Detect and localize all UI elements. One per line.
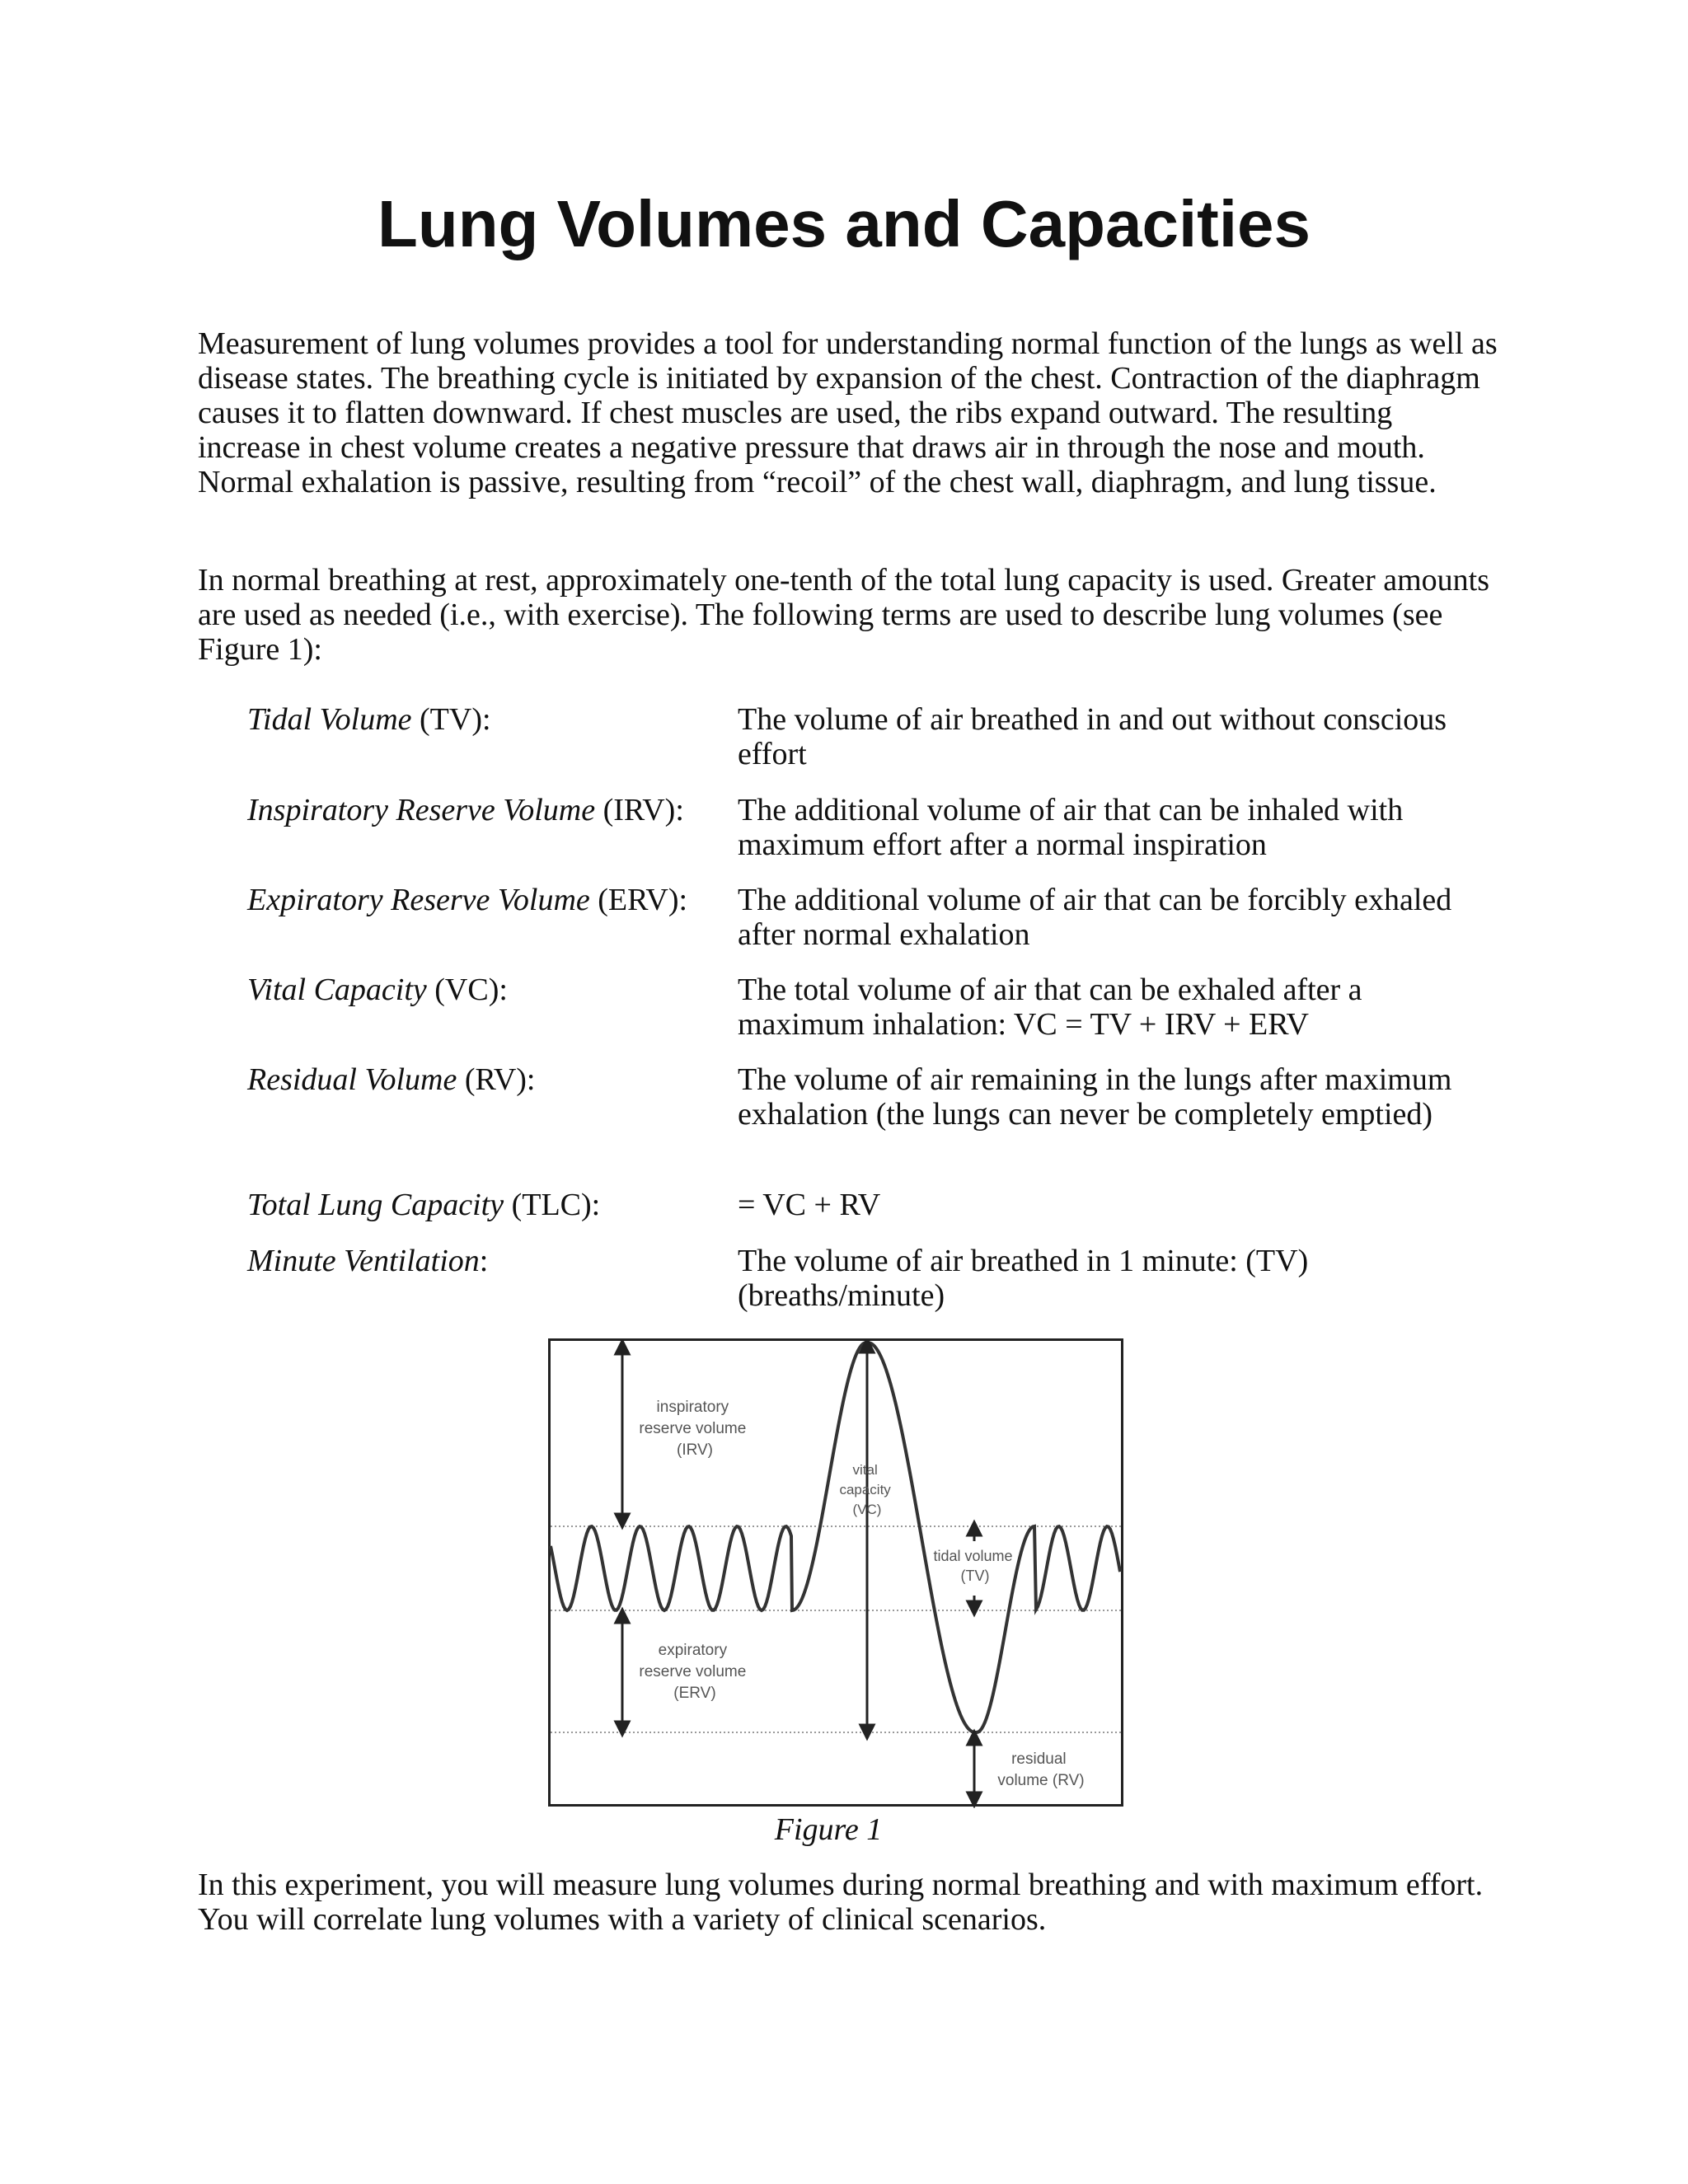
intro-paragraph: Measurement of lung volumes provides a tool for understanding normal function of the lungs as well as disease states. The breathing cycle is initiated by expansion of the chest. Contraction of the diaphragm causes it to flatten downward. If chest muscles are used, the ribs expand outward. The resulting increase in chest volume creates a negative pressure that draws air in through the nose and mouth. Normal exhalation is passive, resulting from “recoil” of the chest wall, diaphragm, and lung tissue. [198, 326, 1498, 499]
irv-label: inspiratory reserve volume (IRV) [639, 1399, 747, 1459]
term-total-lung-capacity: Total Lung Capacity (TLC): [247, 1188, 601, 1222]
usage-paragraph: In normal breathing at rest, approximately one-tenth of the total lung capacity is used. Greater amounts are used as needed (i.e., with exercise). The following terms are used to describe lung volumes (see Figure 1): [198, 563, 1489, 667]
desc-vital-capacity: The total volume of air that can be exhaled after a maximum inhalation: VC = TV + IRV + ERV [738, 972, 1362, 1042]
tv-label: tidal volume (TV) [933, 1548, 1013, 1584]
experiment-paragraph: In this experiment, you will measure lung volumes during normal breathing and with maximum effort. You will correlate lung volumes with a variety of clinical scenarios. [198, 1868, 1484, 1937]
desc-total-lung-capacity: = VC + RV [738, 1188, 881, 1222]
desc-tidal-volume: The volume of air breathed in and out without conscious effort [738, 702, 1447, 771]
desc-minute-ventilation: The volume of air breathed in 1 minute: (TV)(breaths/minute) [738, 1244, 1309, 1313]
page-title: Lung Volumes and Capacities [377, 187, 1311, 260]
term-tidal-volume: Tidal Volume (TV): [247, 702, 491, 737]
desc-inspiratory-reserve-volume: The additional volume of air that can be inhaled with maximum effort after a normal inspiration [738, 793, 1404, 862]
vc-label: vital capacity (VC) [839, 1462, 891, 1517]
figure-1-diagram [548, 1338, 1125, 1808]
figure-caption: Figure 1 [774, 1812, 883, 1847]
term-inspiratory-reserve-volume: Inspiratory Reserve Volume (IRV): [247, 793, 684, 827]
rv-label: residual volume (RV) [997, 1750, 1085, 1789]
term-vital-capacity: Vital Capacity (VC): [247, 972, 508, 1007]
desc-residual-volume: The volume of air remaining in the lungs after maximum exhalation (the lungs can never be completely emptied) [738, 1062, 1452, 1132]
spirogram-svg [548, 1338, 1125, 1808]
term-expiratory-reserve-volume: Expiratory Reserve Volume (ERV): [247, 883, 688, 917]
erv-label: expiratory reserve volume (ERV) [639, 1642, 747, 1702]
term-residual-volume: Residual Volume (RV): [247, 1062, 536, 1097]
desc-expiratory-reserve-volume: The additional volume of air that can be forcibly exhaled after normal exhalation [738, 883, 1452, 952]
term-minute-ventilation: Minute Ventilation: [247, 1244, 489, 1278]
